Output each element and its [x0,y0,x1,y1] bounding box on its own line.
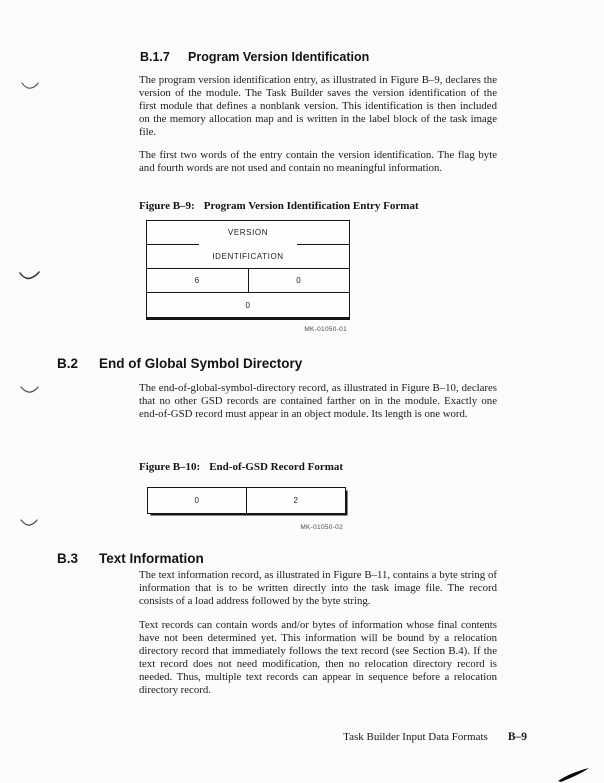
page-number: B–9 [507,731,527,743]
figure-b9-caption [139,200,419,212]
diagram-row-identification [147,244,349,269]
margin-mark-2 [19,268,40,282]
diagram-cell-0: 0 [296,276,302,285]
margin-mark-1 [21,80,39,91]
figure-b10-label: Figure B–10: [139,461,201,473]
record-format-box [147,487,346,514]
paragraph-b3-2: Text records can contain words and/or bytes of information whose final contents have not been determined yet. This information will be bound by a relocation directory record that immediately follows the text record (see Section B.4). If the text record does not need modification, then no relocation directory record is needed. Thus, multiple text records can appear in sequence before a relocation directory record. [139,619,497,696]
paragraph-b1-7-2: The first two words of the entry contain the version identification. The flag byte and fourth words are not used and contain no meaningful information. [139,149,497,174]
figure-b10-diagram [147,487,346,531]
section-heading-b3 [57,551,204,566]
section-title: Program Version Identification [188,50,370,64]
paragraph-b3-1: The text information record, as illustrated in Figure B–11, contains a byte string of information that is to be written directly into the task image file. The record consists of a load address followed by the byte string. [139,569,497,607]
section-number: B.2 [57,356,79,371]
page-footer [0,731,527,743]
pen-mark [558,768,590,782]
section-number: B.3 [57,551,79,566]
paragraph-b2-1: The end-of-global-symbol-directory record, as illustrated in Figure B–10, declares that no other GSD records are contained farther on in the module. Exactly one end-of-GSD record must appear in an object module. Its length is one word. [139,382,497,420]
margin-mark-4 [20,516,38,527]
section-title: Text Information [99,551,204,566]
figure-b10-credit: MK-01050-02 [300,524,343,531]
record-format-box [146,220,350,320]
figure-b9-credit: MK-01050-01 [304,326,347,333]
diagram-label: VERSION [227,228,269,237]
diagram-cell-6: 6 [147,269,249,292]
section-heading-b1-7 [140,50,369,64]
figure-b10-caption [139,461,343,473]
figure-b9-title: Program Version Identification Entry Format [203,200,419,212]
section-number: B.1.7 [140,50,170,64]
diagram-cell-2: 2 [293,496,299,505]
diagram-cell-0: 0 [148,488,247,513]
figure-b9-diagram [146,220,350,333]
figure-b9-label: Figure B–9: [139,200,195,212]
section-title: End of Global Symbol Directory [99,356,303,371]
diagram-row-version [147,221,349,244]
diagram-row-word4: 0 [245,300,251,310]
section-heading-b2 [57,356,302,371]
diagram-label: IDENTIFICATION [212,251,284,261]
running-title: Task Builder Input Data Formats [343,731,488,743]
figure-b10-title: End-of-GSD Record Format [209,461,344,473]
diagram-row-flag [147,269,349,293]
paragraph-b1-7-1: The program version identification entry, as illustrated in Figure B–9, declares the version of the module. The Task Builder saves the version identification of the first module that defines a nonblank version. This identification is then included on the memory allocation map and is written in the label block of the task image file. [139,74,497,138]
margin-mark-3 [20,383,39,395]
